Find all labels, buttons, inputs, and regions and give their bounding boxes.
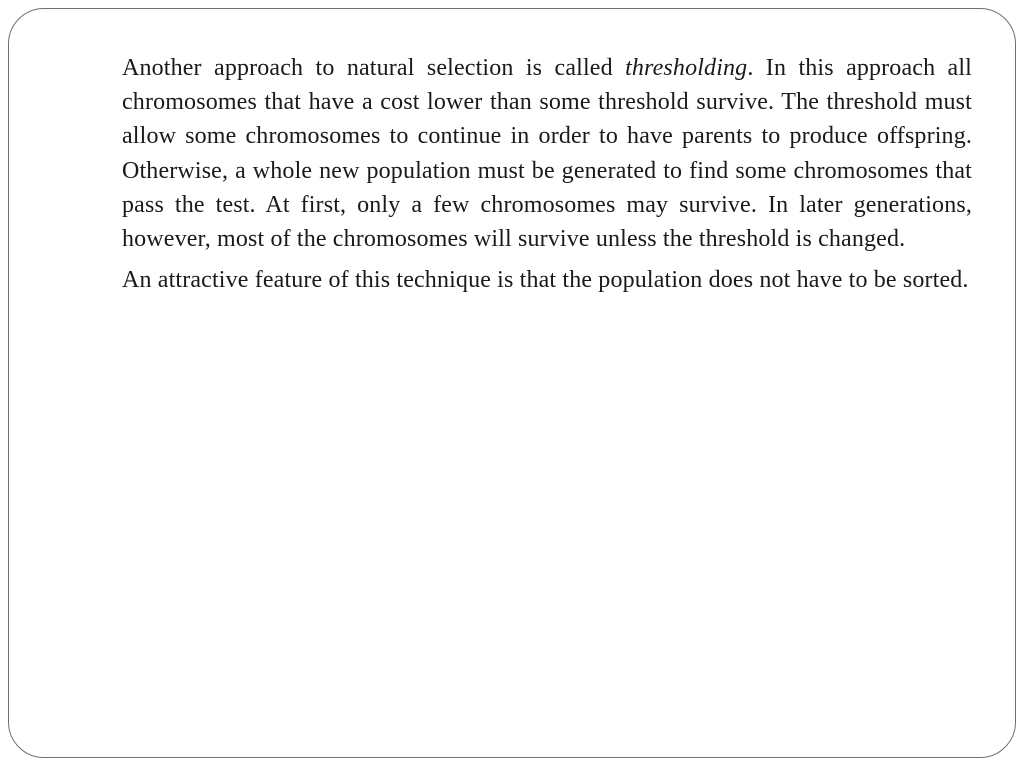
paragraph-1-text-start: Another approach to natural selection is called	[122, 55, 626, 81]
thresholding-term: thresholding	[625, 55, 748, 81]
paragraph-attractive-feature: An attractive feature of this technique is that the population does not have to be sorted.	[122, 267, 969, 294]
paragraph-1-text-end: . In this approach all chromosomes that have a cost lower than some threshold survive. The threshold must allow some chromosomes to continue in order to have parents to produce offspring. Otherwise, a whole new population must be generated to find some chromosomes that pass the test. At first, only a few chromosomes may survive. In later generations, however, most of the chromosomes will survive unless the threshold is changed.	[122, 55, 972, 253]
paragraph-thresholding	[122, 51, 972, 256]
slide-frame	[8, 8, 1016, 758]
slide-body	[122, 51, 972, 304]
